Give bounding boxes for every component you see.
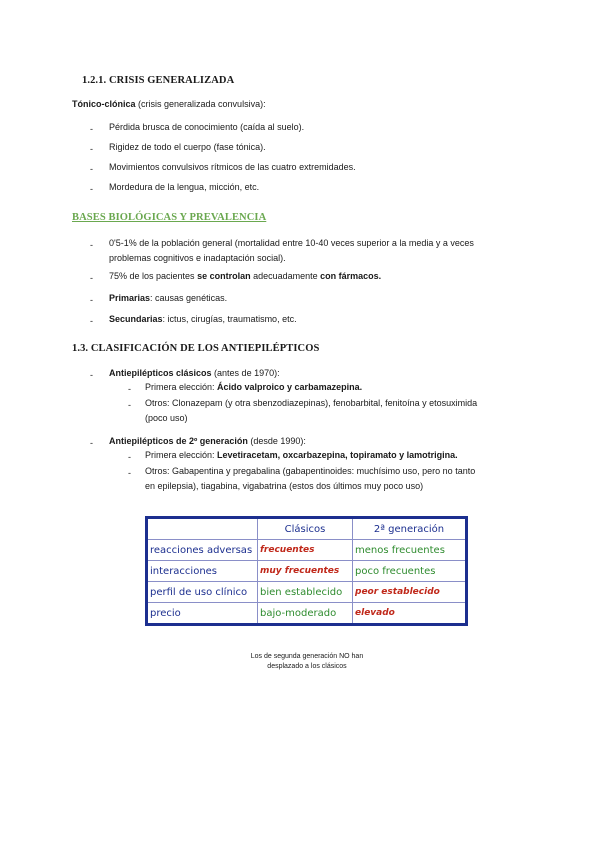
bullet-dash: - bbox=[90, 316, 93, 326]
table-row bbox=[147, 561, 467, 582]
list-item: Mordedura de la lengua, micción, etc. bbox=[109, 182, 260, 192]
section-heading-bases-biologicas: BASES BIOLÓGICAS Y PREVALENCIA bbox=[72, 212, 267, 223]
bullet-dash: - bbox=[90, 370, 93, 380]
tonico-clonica-description: (crisis generalizada convulsiva): bbox=[135, 99, 266, 109]
bullet-dash: - bbox=[90, 240, 93, 250]
table-caption-line2: desplazado a los clásicos bbox=[267, 663, 347, 670]
bullet-dash: - bbox=[90, 124, 93, 134]
list-item-prevalencia-line2: problemas cognitivos e inadaptación social). bbox=[109, 253, 286, 263]
text-fragment: 75% de los pacientes bbox=[109, 271, 198, 281]
bullet-dash: - bbox=[128, 452, 131, 462]
term-label: Primarias bbox=[109, 293, 151, 303]
table-cell-segunda: poco frecuentes bbox=[353, 561, 467, 582]
tonico-clonica-intro bbox=[72, 97, 266, 112]
term-label: Antiepilépticos clásicos bbox=[109, 368, 212, 378]
bullet-dash: - bbox=[128, 400, 131, 410]
text-emphasis: con fármacos. bbox=[320, 271, 382, 281]
table-row bbox=[147, 540, 467, 561]
section-heading-crisis-generalizada: 1.2.1. CRISIS GENERALIZADA bbox=[82, 75, 235, 86]
table-header-row bbox=[147, 518, 467, 540]
term-description: (antes de 1970): bbox=[211, 368, 280, 378]
comparison-table bbox=[145, 516, 468, 626]
table-cell-clasicos: bien establecido bbox=[258, 582, 353, 603]
bullet-dash: - bbox=[90, 164, 93, 174]
text-fragment: Primera elección: bbox=[145, 382, 218, 392]
table-cell-clasicos: frecuentes bbox=[258, 540, 353, 561]
table-header-clasicos: Clásicos bbox=[258, 518, 353, 540]
bullet-dash: - bbox=[128, 384, 131, 394]
term-label: Secundarias bbox=[109, 314, 163, 324]
table-row-label: reacciones adversas bbox=[147, 540, 258, 561]
list-item: Rigidez de todo el cuerpo (fase tónica). bbox=[109, 142, 266, 152]
tonico-clonica-label: Tónico-clónica bbox=[72, 99, 136, 109]
table-cell-segunda: peor establecido bbox=[353, 582, 467, 603]
term-description: : ictus, cirugías, traumatismo, etc. bbox=[162, 314, 297, 324]
list-item-secundarias bbox=[109, 312, 297, 327]
segunda-otros-line1: Otros: Gabapentina y pregabalina (gabapentinoides: muchísimo uso, pero no tanto bbox=[145, 466, 476, 476]
table-row bbox=[147, 582, 467, 603]
table-caption-line1: Los de segunda generación NO han bbox=[250, 653, 364, 660]
term-description: : causas genéticas. bbox=[150, 293, 228, 303]
list-item-prevalencia-line1: 0'5-1% de la población general (mortalidad entre 10-40 veces superior a la media y a veces bbox=[109, 238, 474, 248]
list-item: Pérdida brusca de conocimiento (caída al suelo). bbox=[109, 122, 305, 132]
table-header-segunda: 2ª generación bbox=[353, 518, 467, 540]
list-item: Movimientos convulsivos rítmicos de las cuatro extremidades. bbox=[109, 162, 356, 172]
table-cell-clasicos: muy frecuentes bbox=[258, 561, 353, 582]
bullet-dash: - bbox=[128, 468, 131, 478]
text-emphasis: Ácido valproico y carbamazepina. bbox=[217, 382, 363, 392]
list-item-control bbox=[109, 269, 381, 284]
text-emphasis: se controlan bbox=[197, 271, 251, 281]
table-row-label: perfil de uso clínico bbox=[147, 582, 258, 603]
bullet-dash: - bbox=[90, 438, 93, 448]
bullet-dash: - bbox=[90, 273, 93, 283]
table-cell-segunda: menos frecuentes bbox=[353, 540, 467, 561]
table-row-label: interacciones bbox=[147, 561, 258, 582]
segunda-otros-line2: en epilepsia), tiagabina, vigabatrina (estos dos últimos muy poco uso) bbox=[145, 481, 424, 491]
term-label: Antiepilépticos de 2º generación bbox=[109, 436, 248, 446]
table-row-label: precio bbox=[147, 603, 258, 625]
term-description: (desde 1990): bbox=[247, 436, 306, 446]
bullet-dash: - bbox=[90, 144, 93, 154]
segunda-primera-eleccion bbox=[145, 448, 458, 463]
table-cell-clasicos: bajo-moderado bbox=[258, 603, 353, 625]
text-fragment: adecuadamente bbox=[250, 271, 321, 281]
table-cell-segunda: elevado bbox=[353, 603, 467, 625]
text-emphasis: Levetiracetam, oxcarbazepina, topiramato y lamotrigina. bbox=[217, 450, 458, 460]
list-item-primarias bbox=[109, 291, 227, 306]
table-row bbox=[147, 603, 467, 625]
section-heading-clasificacion: 1.3. CLASIFICACIÓN DE LOS ANTIEPILÉPTICOS bbox=[72, 343, 320, 354]
clasicos-otros-line1: Otros: Clonazepam (y otra sbenzodiazepinas), fenobarbital, fenitoína y etosuximida bbox=[145, 398, 478, 408]
table-header-cell bbox=[147, 518, 258, 540]
clasicos-heading bbox=[109, 366, 280, 381]
bullet-dash: - bbox=[90, 295, 93, 305]
segunda-heading bbox=[109, 434, 306, 449]
clasicos-otros-line2: (poco uso) bbox=[145, 413, 188, 423]
text-fragment: Primera elección: bbox=[145, 450, 218, 460]
clasicos-primera-eleccion bbox=[145, 380, 362, 395]
bullet-dash: - bbox=[90, 184, 93, 194]
